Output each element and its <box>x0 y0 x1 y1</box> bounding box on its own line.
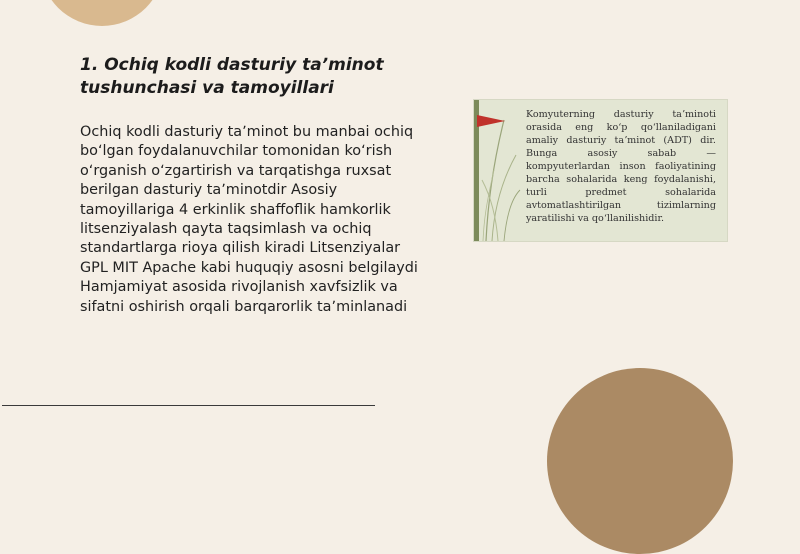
arrow-marker-icon <box>477 115 505 127</box>
decorative-circle-bottom <box>547 368 733 554</box>
decorative-circle-top <box>40 0 164 26</box>
slide-body-text: Ochiq kodli dasturiy taʼminot bu manbai ochiq boʻlgan foydalanuvchilar tomonidan koʻrish oʻrganish oʻzgartirish va tarqatishga ruxsat berilgan dasturiy taʼminotdir Asosiy tamoyillariga 4 erkinlik shaffoflik hamkorlik litsenziyalash qayta taqsimlash va ochiq standartlarga rioya qilish kiradi Litsenziyalar GPL MIT Apache kabi huquqiy asosni belgilaydi Hamjamiyat asosida rivojlanish xavfsizlik va sifatni oshirish orqali barqarorlik taʼminlanadi <box>80 124 418 315</box>
textbook-image <box>474 100 727 241</box>
card-text: Komyuterning dasturiy taʼminoti orasida eng koʻp qoʻllaniladigani amaliy dasturiy taʼminot (ADT) dir. Bunga asosiy sabab — kompyuterlardan inson faoliyatining barcha sohalarida keng foydalanishi, turli predmet sohalarida avtomatlashtirilgan tizimlarning yaratilishi va qoʻllanilishidir. <box>526 109 716 224</box>
divider-line <box>2 405 375 406</box>
slide-title: 1. Ochiq kodli dasturiy taʼminot tushunchasi va tamoyillari <box>80 55 384 98</box>
